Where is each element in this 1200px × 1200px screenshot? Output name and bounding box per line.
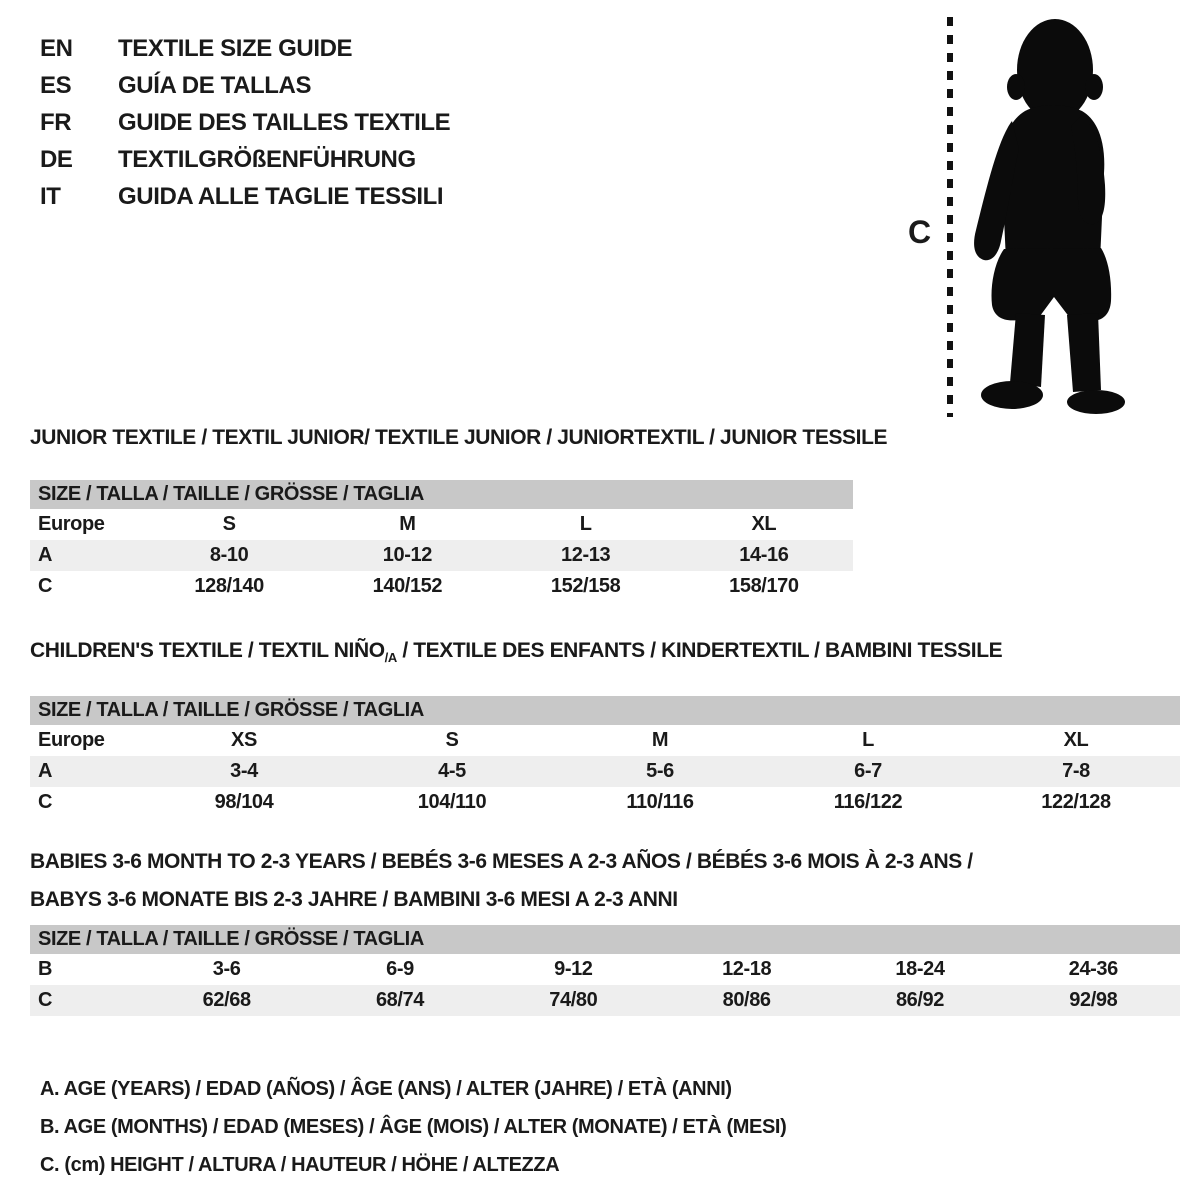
table-header: SIZE / TALLA / TAILLE / GRÖSSE / TAGLIA — [30, 696, 1180, 725]
babies-title-line-2: BABYS 3-6 MONATE BIS 2-3 JAHRE / BAMBINI 3-6 MESI A 2-3 ANNI — [30, 888, 678, 911]
size-cell: M — [651, 729, 669, 752]
age-cell: 9-12 — [554, 958, 593, 980]
language-row-es — [40, 67, 450, 104]
table-row-europe — [30, 725, 1180, 756]
language-label: TEXTILGRÖßENFÜHRUNG — [118, 146, 416, 173]
language-label: GUIDE DES TAILLES TEXTILE — [118, 109, 451, 136]
children-size-table — [30, 696, 1180, 818]
height-cell: 122/128 — [1041, 791, 1111, 814]
language-row-de — [40, 141, 450, 178]
size-cell: XL — [751, 513, 777, 535]
row-label: C — [38, 575, 53, 597]
language-code: ES — [40, 72, 72, 99]
table-row-age-months — [30, 954, 1180, 985]
row-label: A — [38, 760, 53, 783]
height-cell: 62/68 — [202, 989, 251, 1011]
baby-figure — [900, 5, 1170, 425]
junior-section-title: JUNIOR TEXTILE / TEXTIL JUNIOR/ TEXTILE JUNIOR / JUNIORTEXTIL / JUNIOR TESSILE — [30, 426, 888, 449]
language-code: DE — [40, 146, 73, 173]
baby-silhouette-graphic — [900, 5, 1170, 425]
age-cell: 4-5 — [438, 760, 466, 783]
table-row-height — [30, 787, 1180, 818]
age-cell: 3-4 — [230, 760, 258, 783]
size-cell: L — [862, 729, 874, 752]
age-cell: 6-9 — [386, 958, 414, 980]
junior-size-table — [30, 480, 853, 602]
age-cell: 8-10 — [209, 544, 249, 566]
children-title-pre: CHILDREN'S TEXTILE / TEXTIL NIÑO — [30, 639, 385, 662]
height-cell: 74/80 — [549, 989, 598, 1011]
babies-section-title — [30, 843, 1180, 919]
row-label: A — [38, 544, 53, 566]
language-label: GUÍA DE TALLAS — [118, 72, 312, 99]
age-cell: 12-13 — [561, 544, 611, 566]
table-header: SIZE / TALLA / TAILLE / GRÖSSE / TAGLIA — [30, 925, 1180, 954]
height-cell: 92/98 — [1069, 989, 1118, 1011]
height-cell: 110/116 — [626, 791, 694, 814]
language-row-it — [40, 178, 450, 215]
language-row-fr — [40, 104, 450, 141]
legend — [40, 1070, 786, 1184]
legend-line-a: A. AGE (YEARS) / EDAD (AÑOS) / ÂGE (ANS) / ALTER (JAHRE) / ETÀ (ANNI) — [40, 1078, 732, 1100]
height-cell: 128/140 — [194, 575, 264, 597]
language-label: TEXTILE SIZE GUIDE — [118, 35, 353, 62]
age-cell: 5-6 — [646, 760, 674, 783]
legend-line-c: C. (cm) HEIGHT / ALTURA / HAUTEUR / HÖHE / ALTEZZA — [40, 1154, 560, 1176]
children-section-title — [30, 638, 1180, 671]
language-code: EN — [40, 35, 73, 62]
children-section — [30, 638, 1180, 818]
size-cell: S — [445, 729, 459, 752]
height-cell: 152/158 — [550, 575, 621, 597]
height-cell: 80/86 — [722, 989, 771, 1011]
height-cell: 104/110 — [417, 791, 487, 814]
size-cell: XS — [231, 729, 257, 752]
height-cell: 68/74 — [375, 989, 425, 1011]
height-cell: 98/104 — [214, 791, 274, 814]
junior-section — [30, 425, 1180, 602]
table-row-age — [30, 540, 853, 571]
age-cell: 7-8 — [1062, 760, 1090, 783]
baby-silhouette — [974, 19, 1125, 414]
legend-line-b: B. AGE (MONTHS) / EDAD (MESES) / ÂGE (MOIS) / ALTER (MONATE) / ETÀ (MESI) — [40, 1116, 787, 1138]
size-cell: M — [399, 513, 416, 535]
size-cell: XL — [1063, 729, 1089, 752]
height-cell: 116/122 — [833, 791, 903, 814]
table-row-age — [30, 756, 1180, 787]
height-cell: 140/152 — [372, 575, 443, 597]
row-label: Europe — [38, 513, 105, 535]
row-label: C — [38, 791, 53, 814]
babies-title-line-1: BABIES 3-6 MONTH TO 2-3 YEARS / BEBÉS 3-6 MESES A 2-3 AÑOS / BÉBÉS 3-6 MOIS À 2-3 ANS / — [30, 850, 973, 873]
table-row-europe — [30, 509, 853, 540]
children-title-sub: /A — [384, 650, 397, 666]
age-cell: 10-12 — [382, 544, 432, 566]
language-code: FR — [40, 109, 72, 136]
language-code: IT — [40, 183, 61, 210]
age-cell: 3-6 — [212, 958, 241, 980]
children-title-post: / TEXTILE DES ENFANTS / KINDERTEXTIL / BAMBINI TESSILE — [396, 639, 1003, 662]
row-label: Europe — [38, 729, 105, 752]
size-cell: L — [579, 513, 592, 535]
row-label: B — [38, 958, 53, 980]
row-label: C — [38, 989, 53, 1011]
age-cell: 6-7 — [854, 760, 882, 783]
language-list — [40, 30, 450, 215]
babies-size-table — [30, 925, 1180, 1016]
height-cell: 86/92 — [895, 989, 944, 1011]
height-cell: 158/170 — [729, 575, 799, 597]
age-cell: 14-16 — [739, 544, 789, 566]
age-cell: 24-36 — [1068, 958, 1118, 980]
table-row-height — [30, 571, 853, 602]
table-row-height — [30, 985, 1180, 1016]
age-cell: 18-24 — [895, 958, 945, 980]
table-header: SIZE / TALLA / TAILLE / GRÖSSE / TAGLIA — [30, 480, 853, 509]
babies-section — [30, 843, 1180, 1016]
language-label: GUIDA ALLE TAGLIE TESSILI — [118, 183, 444, 210]
age-cell: 12-18 — [722, 958, 772, 980]
language-row-en — [40, 30, 450, 67]
size-cell: S — [222, 513, 236, 535]
measure-label-c: C — [908, 214, 932, 250]
